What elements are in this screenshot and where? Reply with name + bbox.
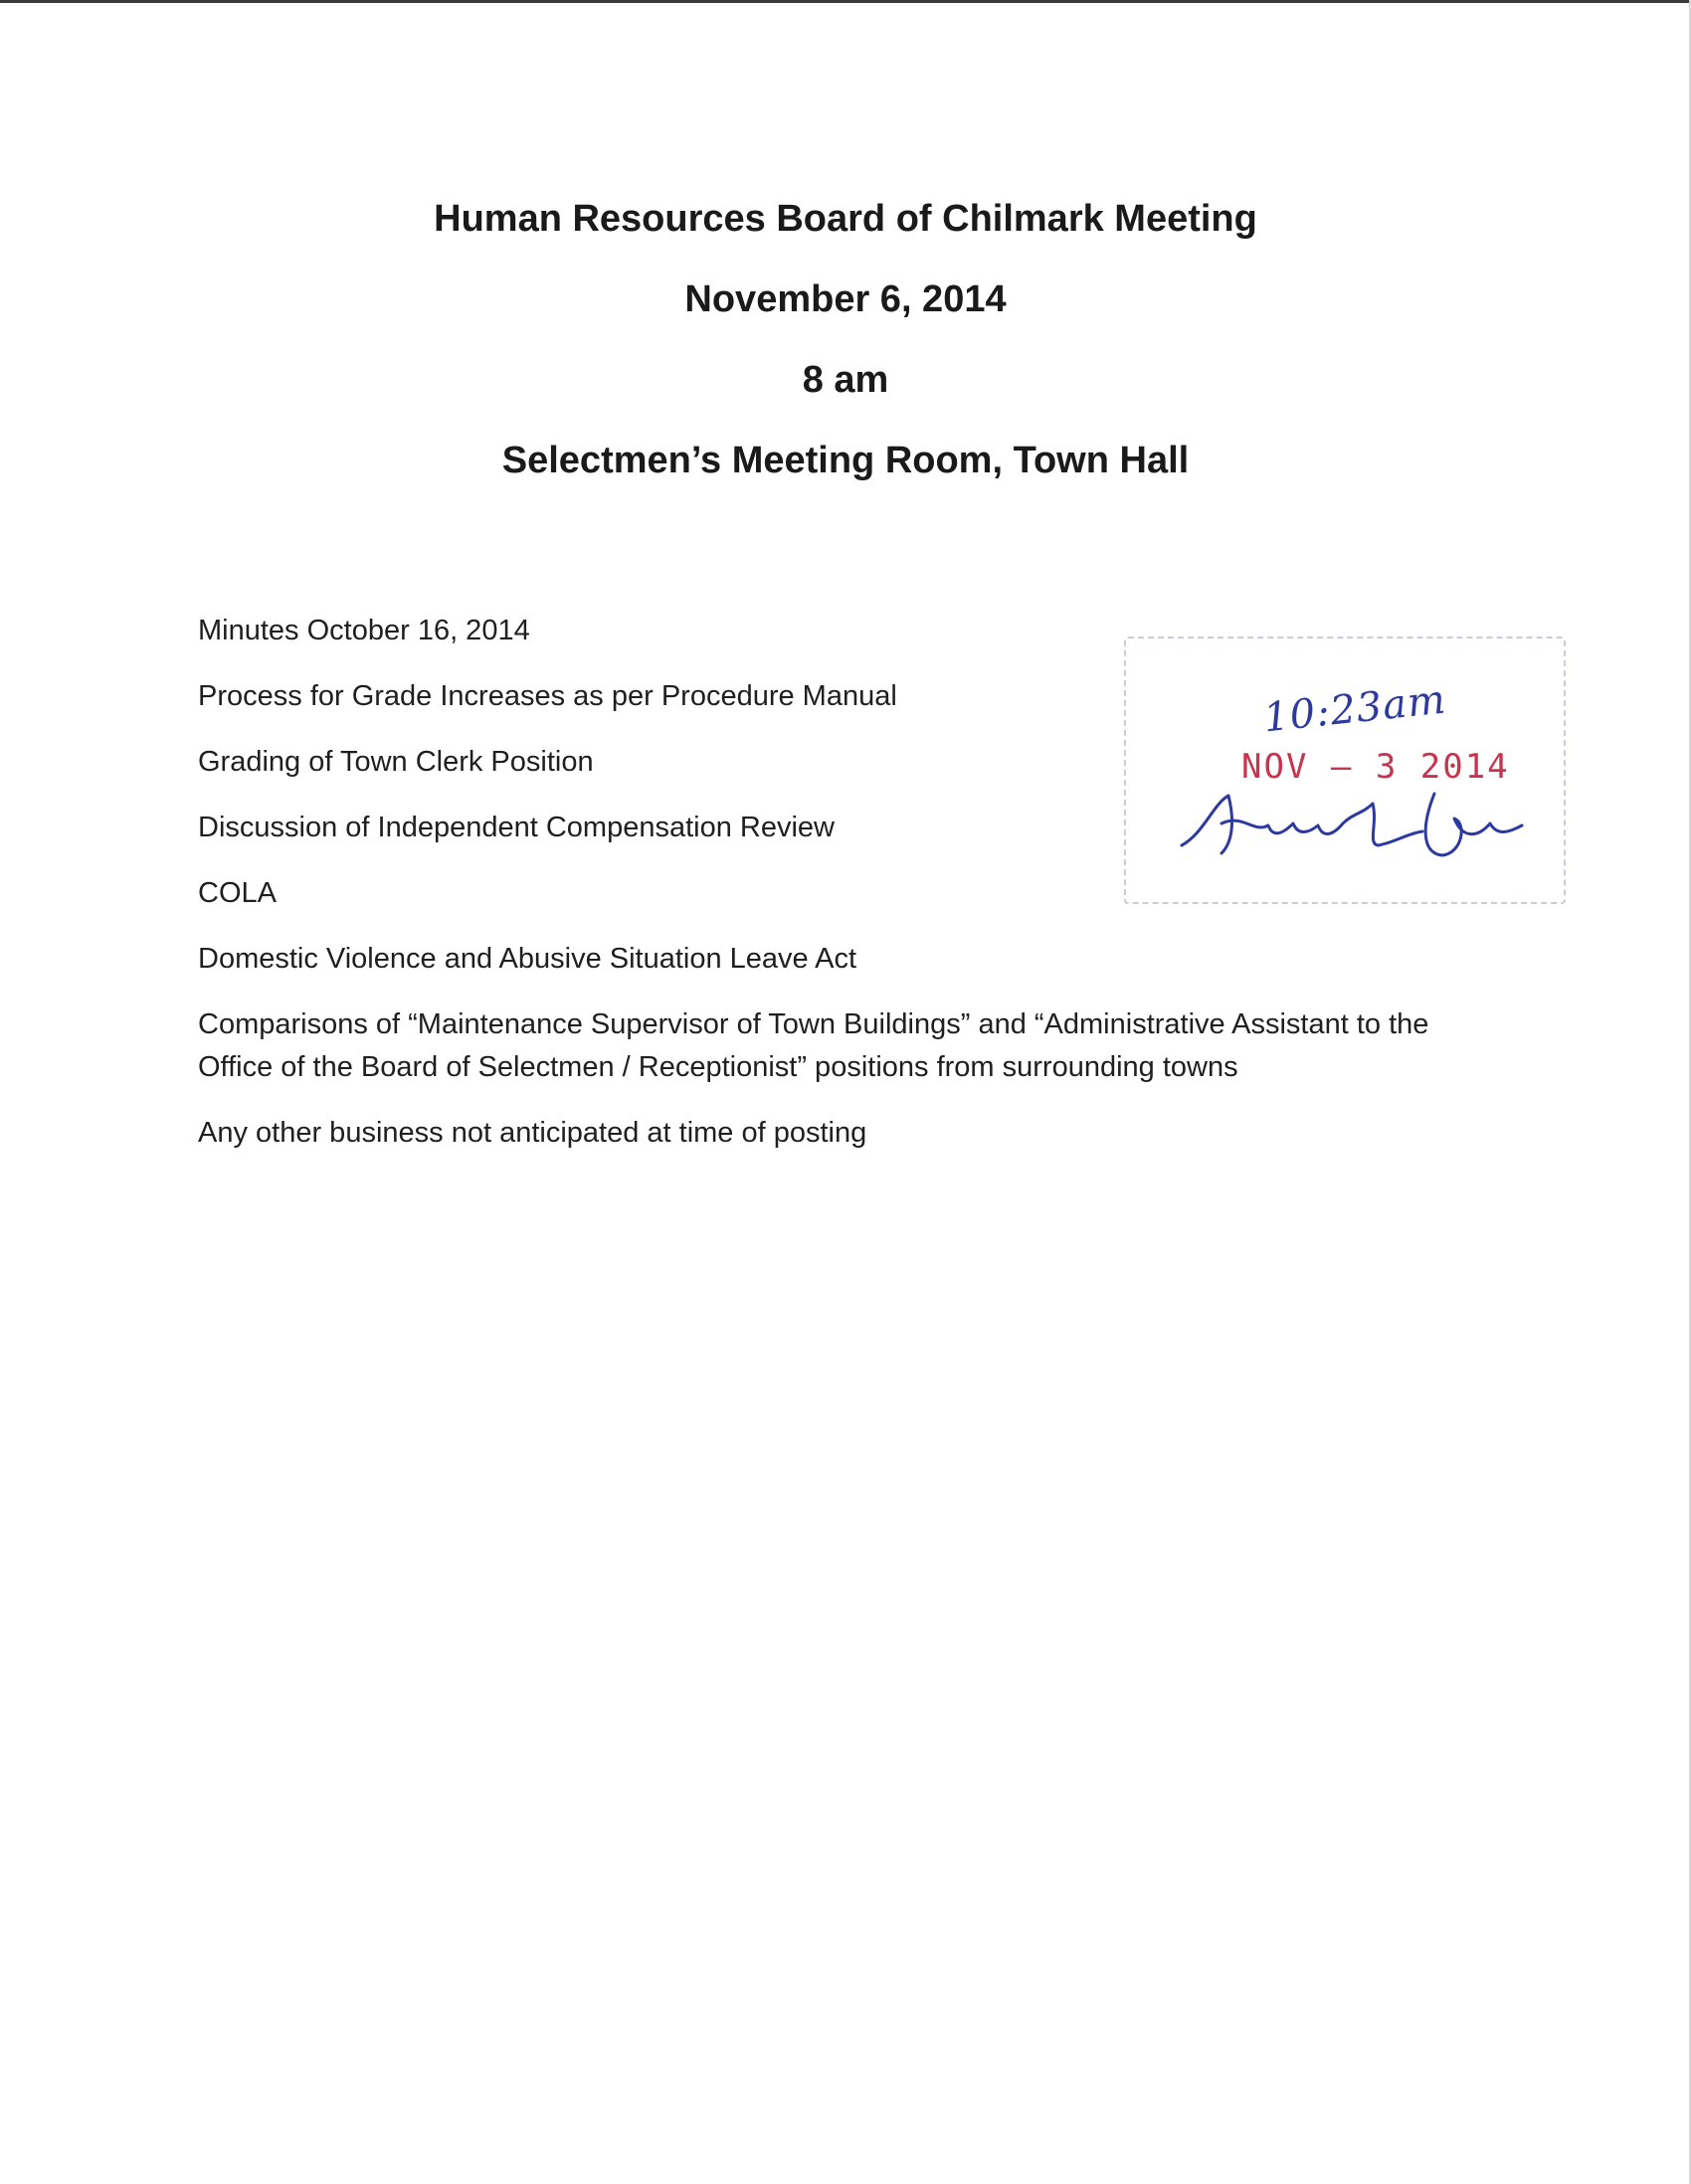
meeting-time: 8 am <box>802 359 889 401</box>
agenda-item-other-business: Any other business not anticipated at time of posting <box>198 1117 867 1149</box>
agenda-item-grade-increases: Process for Grade Increases as per Procedure Manual <box>198 680 897 712</box>
scan-edge-top <box>0 0 1691 3</box>
agenda-item-position-comparisons: Comparisons of “Maintenance Supervisor of Town Buildings” and “Administrative Assistant to the Office of the Board of Selectmen / Receptionist” positions from surrounding towns <box>198 1008 1429 1083</box>
stamp-date: NOV – 3 2014 <box>1241 747 1510 787</box>
received-stamp <box>1114 617 1572 915</box>
meeting-title: Human Resources Board of Chilmark Meeting <box>434 198 1257 240</box>
agenda-item-cola: COLA <box>198 877 277 909</box>
meeting-header <box>0 199 1691 521</box>
stamp-handwritten-time: 10:23am <box>1261 676 1448 742</box>
agenda-item-domestic-violence-leave: Domestic Violence and Abusive Situation Leave Act <box>198 943 857 975</box>
meeting-location: Selectmen’s Meeting Room, Town Hall <box>501 440 1190 481</box>
agenda-item-town-clerk-grading: Grading of Town Clerk Position <box>198 746 594 778</box>
handwritten-signature-icon <box>1174 784 1532 863</box>
agenda-item-minutes: Minutes October 16, 2014 <box>198 615 530 646</box>
meeting-date: November 6, 2014 <box>684 278 1007 320</box>
agenda-item-compensation-review: Discussion of Independent Compensation Review <box>198 812 835 843</box>
